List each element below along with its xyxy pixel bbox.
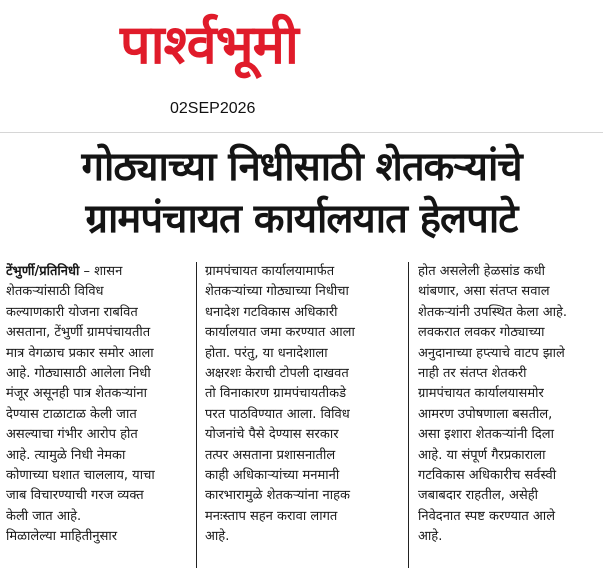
column-separator-2	[408, 262, 409, 568]
article-line: धनादेश गटविकास अधिकारी	[205, 304, 338, 320]
article-line: कोणाच्या घशात चाललाय, याचा	[6, 468, 155, 484]
column-separator-1	[196, 262, 197, 568]
article-line: आहे. त्यामुळे निधी नेमका	[6, 447, 126, 463]
article-line: आमरण उपोषणाला बसतील,	[418, 406, 553, 422]
article-line: ग्रामपंचायत कार्यालयामार्फत	[205, 264, 335, 279]
article-line: कल्याणकारी योजना राबवित	[6, 304, 138, 320]
article-line: निवेदनात स्पष्ट करण्यात आले	[418, 508, 556, 524]
headline-line-1: गोठ्याच्या निधीसाठी शेतकऱ्यांचे	[81, 144, 522, 190]
article-line: जबाबदार राहतील, असेही	[418, 488, 539, 504]
article-line: शेतकऱ्यांसाठी विविध	[6, 284, 104, 300]
article-line: गटविकास अधिकारीच सर्वस्वी	[418, 468, 557, 484]
article-line: आहे.	[205, 529, 230, 545]
article-line: आहे.	[418, 529, 443, 545]
article-line: कारभारामुळे शेतकऱ्यांना नाहक	[205, 488, 350, 504]
article-line: नाही तर संतप्त शेतकरी	[418, 366, 527, 382]
article-line: अक्षरशः केराची टोपली दाखवत	[205, 366, 349, 382]
edition-date: 02SEP2026	[170, 100, 256, 117]
article-line: शेतकऱ्यांच्या गोठ्याच्या निधीचा	[205, 284, 349, 300]
article-line	[6, 262, 122, 282]
article-column-1	[6, 262, 192, 568]
article-line: असल्याचा गंभीर आरोप होत	[6, 427, 138, 443]
article-line: थांबणार, असा संतप्त सवाल	[418, 284, 550, 300]
article-line: परत पाठविण्यात आला. विविध	[205, 406, 350, 422]
article-line: मनःस्ताप सहन करावा लागत	[205, 508, 338, 524]
article-line: मंजूर असूनही पात्र शेतकऱ्यांना	[6, 386, 148, 402]
article-line: शेतकऱ्यांनी उपस्थित केला आहे.	[418, 304, 568, 320]
article-line: अनुदानाच्या हप्त्याचे वाटप झाले	[418, 345, 565, 361]
newspaper-masthead: पार्श्वभूमी	[120, 13, 298, 76]
article-line: देण्यास टाळाटाळ केली जात	[6, 406, 137, 422]
article-line: केली जात आहे.	[6, 508, 82, 524]
article-line: जाब विचारण्याची गरज व्यक्त	[6, 488, 144, 504]
article-line: आहे. गोठ्यासाठी आलेला निधी	[6, 366, 151, 382]
article-column-2	[205, 262, 391, 568]
article-line: तत्पर असताना प्रशासनातील	[205, 447, 336, 463]
headline-line-2: ग्रामपंचायत कार्यालयात हेलपाटे	[85, 196, 518, 242]
article-line: लवकरात लवकर गोठ्याच्या	[418, 325, 545, 341]
article-line: काही अधिकाऱ्यांच्या मनमानी	[205, 468, 340, 484]
article-line: मात्र वेगळाच प्रकार समोर आला	[6, 345, 154, 361]
article-line: असताना, टेंभुर्णी ग्रामपंचायतीत	[6, 325, 151, 341]
article-line-text: – शासन	[79, 264, 123, 279]
article-line: कार्यालयात जमा करण्यात आला	[205, 325, 355, 341]
article-line: होत असलेली हेळसांड कधी	[418, 264, 546, 279]
header-rule	[0, 132, 603, 133]
article-column-3	[418, 262, 603, 568]
article-line: ग्रामपंचायत कार्यालयासमोर	[418, 386, 544, 402]
article-line: असा इशारा शेतकऱ्यांनी दिला	[418, 427, 554, 443]
article-line: मिळालेल्या माहितीनुसार	[6, 529, 118, 545]
article-line: तो विनाकारण ग्रामपंचायतीकडे	[205, 386, 347, 402]
article-line: होता. परंतु, या धनादेशाला	[205, 345, 328, 361]
article-dateline: टेंभुर्णी/प्रतिनिधी	[6, 264, 80, 279]
article-line: आहे. या संपूर्ण गैरप्रकाराला	[418, 447, 546, 463]
article-line: योजनांचे पैसे देण्यास सरकार	[205, 427, 339, 443]
